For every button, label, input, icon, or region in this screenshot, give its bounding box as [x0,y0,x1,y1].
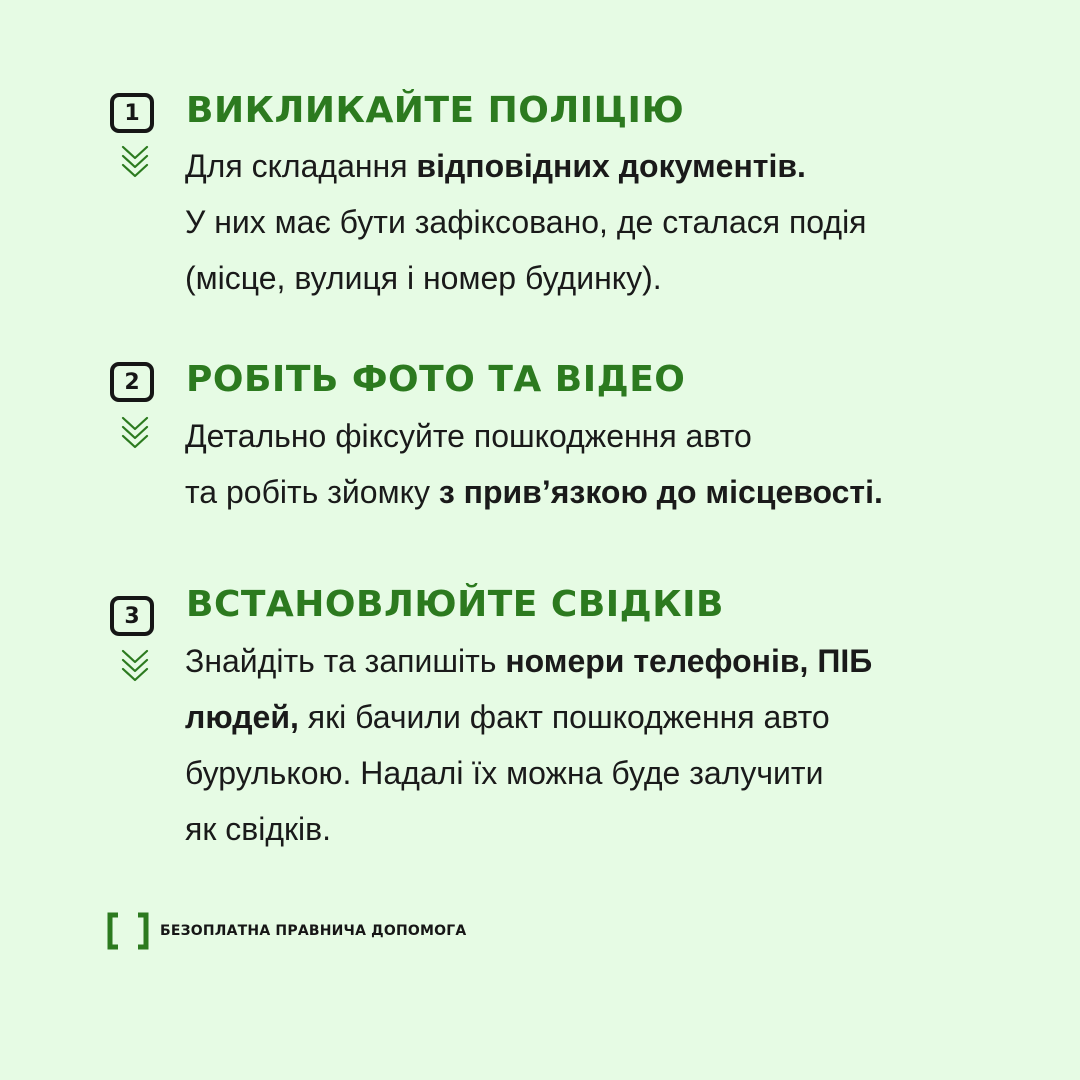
logo-text: БЕЗОПЛАТНА ПРАВНИЧА ДОПОМОГА [160,923,467,939]
step-title: ВСТАНОВЛЮЙТЕ СВІДКІВ [186,584,724,625]
step-number-badge: 2 [110,362,154,402]
step-title: ВИКЛИКАЙТЕ ПОЛІЦІЮ [186,90,685,131]
description-line: як свідків. [185,811,331,847]
brackets-logo-icon [107,912,149,950]
description-line: та робіть зйомку з прив’язкою до місцевості. [185,474,883,510]
description-line: людей, які бачили факт пошкодження авто [185,699,830,735]
step-description [185,633,872,857]
description-line: У них має бути зафіксовано, де сталася подія [185,204,867,240]
step-description [185,138,867,306]
step-description [185,408,883,520]
description-line: (місце, вулиця і номер будинку). [185,260,662,296]
description-line: Знайдіть та запишіть номери телефонів, ПІБ [185,643,873,679]
step-number-badge: 3 [110,596,154,636]
double-chevron-down-icon [120,415,150,453]
double-chevron-down-icon [120,144,150,182]
double-chevron-down-icon [120,648,150,686]
description-line: Для складання відповідних документів. [185,148,806,184]
description-line: Детально фіксуйте пошкодження авто [185,418,752,454]
step-number-badge: 1 [110,93,154,133]
description-line: бурулькою. Надалі їх можна буде залучити [185,755,824,791]
organization-logo [107,912,466,950]
step-title: РОБІТЬ ФОТО ТА ВІДЕО [186,359,686,400]
